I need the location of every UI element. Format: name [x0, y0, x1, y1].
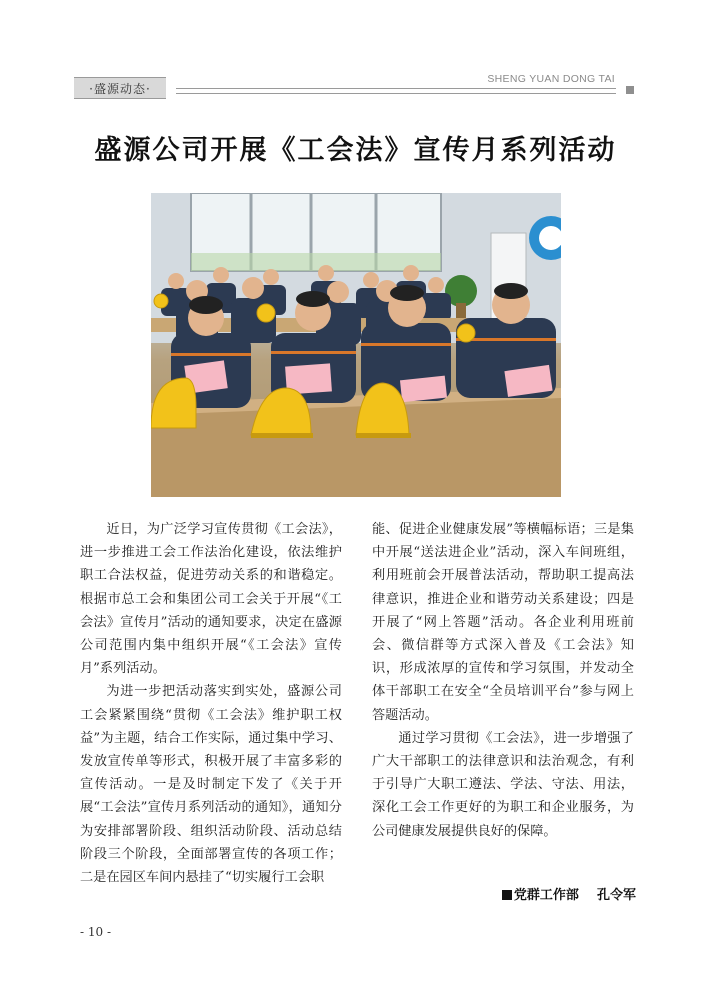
article-title: 盛源公司开展《工会法》宣传月系列活动	[94, 135, 617, 166]
paragraph-continued: 能、促进企业健康发展”等横幅标语；三是集中开展“送法进企业”活动，深入车间班组，利用班前会开展普法活动，帮助职工提高法律意识，推进企业和谐劳动关系建设；四是开展了“网上答题”活动。各企业利用班前会、微信群等方式深入普及《工会法》知识，形成浓厚的宣传和学习氛围，并发动全体干部职工在安全“全员培训平台”参与网上答题活动。	[372, 522, 634, 723]
classroom-study-illustration	[151, 193, 561, 497]
paragraph: 为进一步把活动落实到实处，盛源公司工会紧紧围绕“贯彻《工会法》维护职工权益”为主题，结合工作实际，通过集中学习、发放宣传单等形式，积极开展了丰富多彩的宣传活动。一是及时制定下发了《关于开展“工会法”宣传月系列活动的通知》，通知分为安排部署阶段、组织活动阶段、活动总结阶段三个阶段，全面部署宣传的各项工作；二是在园区车间内悬挂了“切实履行工会职	[80, 684, 342, 886]
page-number: - 10 -	[80, 925, 112, 939]
article-photo	[151, 193, 561, 497]
header-square-ornament	[626, 86, 634, 94]
paragraph: 通过学习贯彻《工会法》，进一步增强了广大干部职工的法律意识和法治观念，有利于引导广大职工遵法、学法、守法、用法，深化工会工作更好的为职工和企业服务，为公司健康发展提供良好的保障。	[372, 730, 634, 839]
header-rule-top	[176, 88, 616, 89]
paragraph: 近日，为广泛学习宣传贯彻《工会法》，进一步推进工会工作法治化建设，依法维护职工合法权益，促进劳动关系的和谐稳定。根据市总工会和集团公司工会关于开展“《工会法》宣传月”活动的通知要求，决定在盛源公司范围内集中组织开展“《工会法》宣传月”系列活动。	[80, 522, 342, 677]
article-column-right	[372, 518, 634, 843]
header-rule-bottom	[176, 93, 616, 94]
square-bullet-icon	[502, 890, 512, 900]
article-column-left	[80, 518, 342, 889]
author-name: 孔令军	[596, 888, 636, 903]
author-signature	[470, 884, 636, 903]
section-english-label: SHENG YUAN DONG TAI	[487, 73, 615, 85]
author-department: 党群工作部	[513, 888, 579, 903]
section-tag: ·盛源动态·	[74, 77, 166, 99]
